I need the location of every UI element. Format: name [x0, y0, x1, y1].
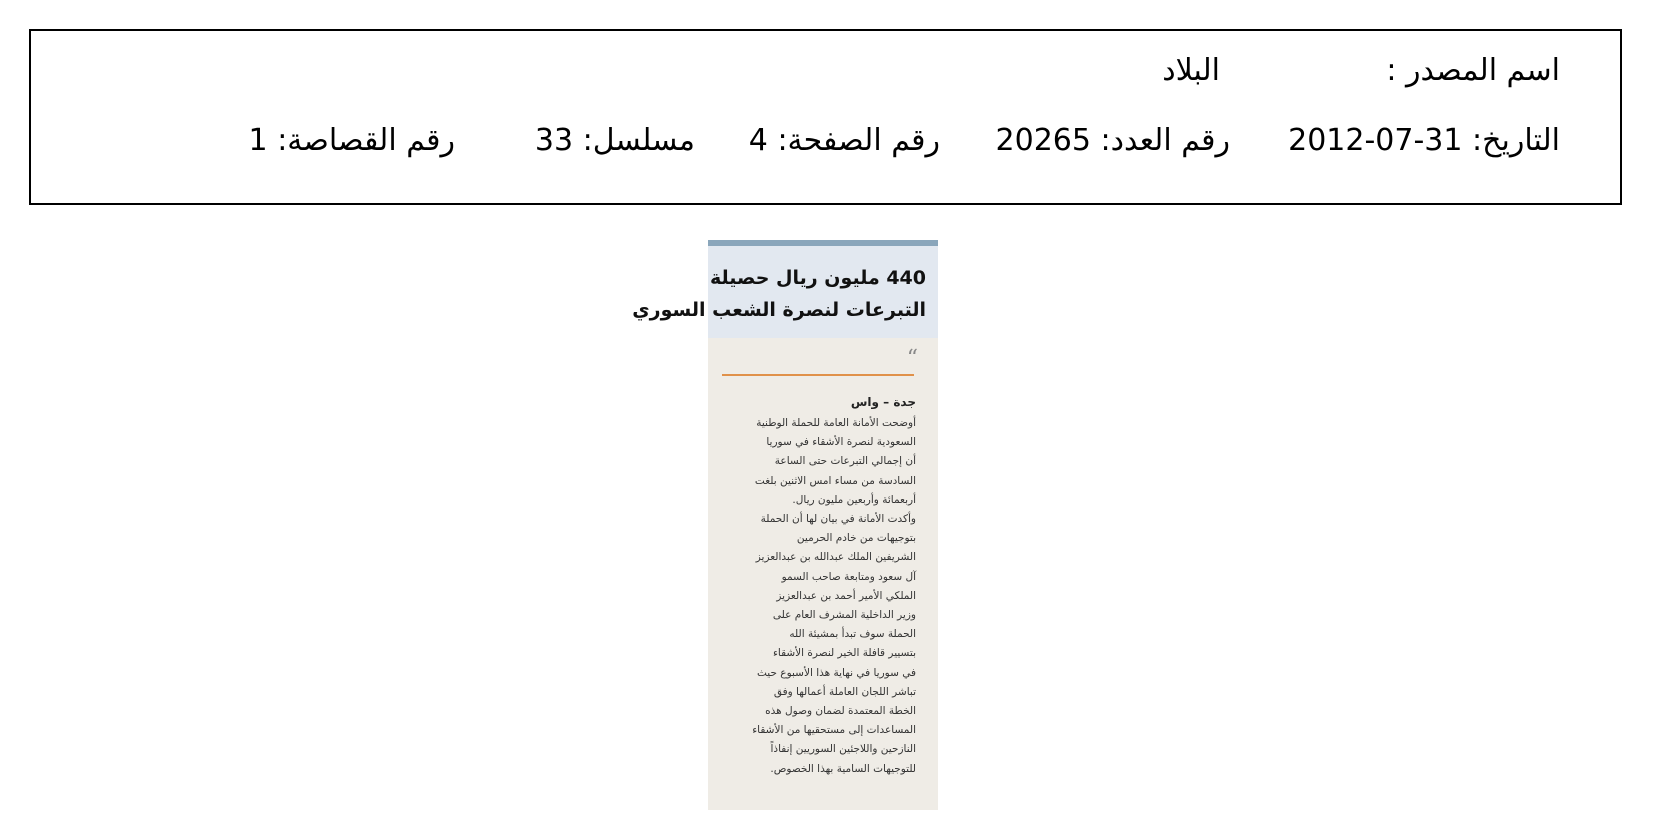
article-line: وزير الداخلية المشرف العام على: [772, 609, 916, 621]
clip-label: رقم القصاصة:: [277, 123, 455, 158]
date-field: [1288, 123, 1560, 159]
article-line: السادسة من مساء امس الاثنين بلغت: [754, 474, 916, 487]
orange-divider: [722, 374, 914, 376]
issue-field: [996, 123, 1230, 159]
article-line: أربعمائة وأربعين مليون ريال.: [792, 493, 916, 506]
date-value: 2012-07-31: [1288, 123, 1463, 158]
article-line: النازحين واللاجئين السوريين إنفاذاً: [770, 743, 916, 756]
article-line: الخطة المعتمدة لضمان وصول هذه: [765, 705, 916, 717]
clip-field: [249, 123, 455, 159]
article-line: وأكدت الأمانة في بيان لها أن الحملة: [760, 513, 916, 525]
headline-line-1: 440 مليون ريال حصيلة: [709, 267, 926, 289]
article-line: للتوجيهات السامية بهذا الخصوص.: [770, 762, 916, 775]
issue-label: رقم العدد:: [1100, 123, 1230, 158]
page-value: 4: [748, 123, 768, 158]
article-line: الملكي الأمير أحمد بن عبدالعزيز: [776, 589, 916, 602]
article-line: آل سعود ومتابعة صاحب السمو: [781, 570, 916, 583]
article-dateline: جدة – واس: [850, 395, 916, 409]
article-line: الشريفين الملك عبدالله بن عبدالعزيز: [755, 551, 916, 564]
serial-label: مسلسل:: [582, 123, 695, 158]
page-label: رقم الصفحة:: [777, 123, 940, 158]
clip-value: 1: [248, 123, 268, 158]
article-line: في سوريا في نهاية هذا الأسبوع حيث: [757, 666, 916, 679]
metadata-box: [29, 29, 1622, 205]
article-line: المساعدات إلى مستحقيها من الأشقاء: [752, 724, 916, 737]
source-value: البلاد: [1162, 53, 1220, 88]
article-line: الحملة سوف تبدأ بمشيئة الله: [789, 628, 916, 641]
date-label: التاريخ:: [1472, 123, 1560, 158]
article-line: تباشر اللجان العاملة أعمالها وفق: [773, 685, 916, 698]
newspaper-clipping: [632, 240, 938, 810]
serial-field: [535, 123, 695, 159]
article-line: أن إجمالي التبرعات حتى الساعة: [774, 455, 916, 468]
article-line: أوضحت الأمانة العامة للحملة الوطنية: [756, 417, 916, 429]
headline-line-2: التبرعات لنصرة الشعب السوري: [632, 299, 926, 321]
source-label: اسم المصدر :: [1386, 53, 1560, 88]
headline-panel: [632, 246, 938, 338]
article-line: بتسيير قافلة الخير لنصرة الأشقاء: [772, 647, 916, 660]
serial-value: 33: [534, 123, 574, 158]
issue-value: 20265: [995, 123, 1091, 158]
article-line: السعودية لنصرة الأشقاء في سوريا: [766, 436, 916, 449]
quote-mark-icon: “: [906, 346, 918, 371]
article-line: بتوجيهات من خادم الحرمين: [796, 532, 916, 545]
page-field: [749, 123, 940, 159]
